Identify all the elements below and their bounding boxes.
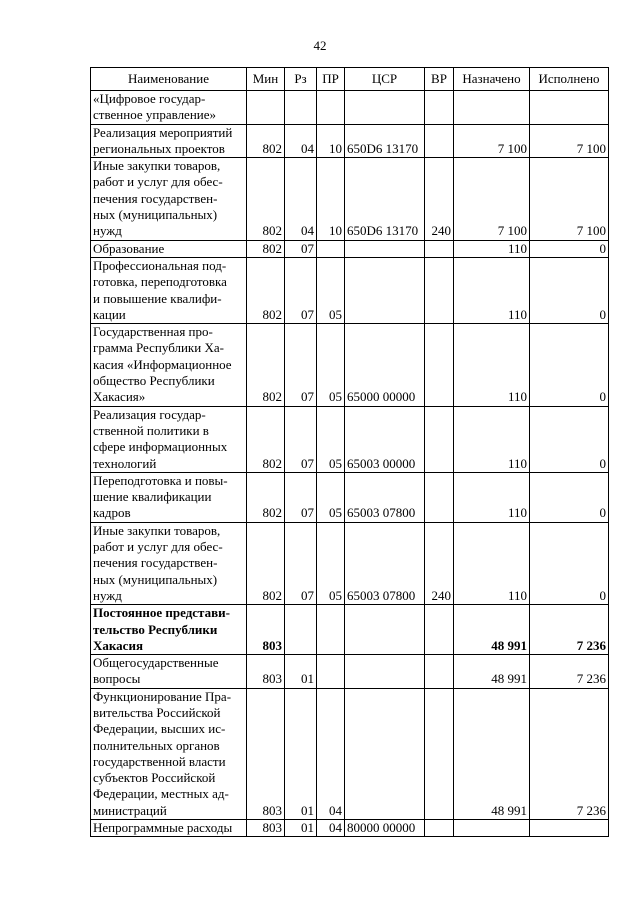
table-row xyxy=(91,605,609,655)
cell-min: 803 xyxy=(247,820,285,837)
cell-assigned xyxy=(454,820,530,837)
header-name: Наименование xyxy=(91,68,247,91)
table-row xyxy=(91,406,609,472)
cell-assigned: 110 xyxy=(454,240,530,257)
cell-vr xyxy=(425,240,454,257)
cell-min xyxy=(247,91,285,125)
cell-vr xyxy=(425,406,454,472)
cell-min: 802 xyxy=(247,240,285,257)
cell-min: 803 xyxy=(247,688,285,819)
cell-min: 802 xyxy=(247,257,285,323)
header-pr: ПР xyxy=(317,68,345,91)
cell-pr: 04 xyxy=(317,688,345,819)
table-row xyxy=(91,688,609,819)
cell-assigned: 7 100 xyxy=(454,124,530,158)
cell-vr xyxy=(425,820,454,837)
cell-name: Иные закупки товаров, работ и услуг для обес- печения государствен- ных (муниципальных) нужд xyxy=(91,522,247,604)
cell-name: Переподготовка и повы- шение квалификации кадров xyxy=(91,472,247,522)
cell-vr xyxy=(425,688,454,819)
cell-rz: 07 xyxy=(285,324,317,406)
cell-name: Непрограммные расходы xyxy=(91,820,247,837)
cell-csr: 80000 00000 xyxy=(345,820,425,837)
cell-vr xyxy=(425,124,454,158)
cell-vr xyxy=(425,91,454,125)
cell-vr xyxy=(425,655,454,689)
cell-executed: 0 xyxy=(530,240,609,257)
table-row xyxy=(91,124,609,158)
cell-executed xyxy=(530,820,609,837)
cell-csr: 65003 07800 xyxy=(345,522,425,604)
cell-assigned: 48 991 xyxy=(454,655,530,689)
header-min: Мин xyxy=(247,68,285,91)
cell-executed: 0 xyxy=(530,257,609,323)
cell-name: Общегосударственные вопросы xyxy=(91,655,247,689)
cell-vr: 240 xyxy=(425,522,454,604)
cell-executed: 0 xyxy=(530,324,609,406)
cell-executed: 7 100 xyxy=(530,124,609,158)
cell-csr: 65003 07800 xyxy=(345,472,425,522)
cell-csr xyxy=(345,688,425,819)
cell-min: 802 xyxy=(247,472,285,522)
cell-rz: 07 xyxy=(285,472,317,522)
table-row xyxy=(91,655,609,689)
header-csr: ЦСР xyxy=(345,68,425,91)
cell-name: «Цифровое государ- ственное управление» xyxy=(91,91,247,125)
cell-executed: 7 236 xyxy=(530,605,609,655)
budget-table xyxy=(90,67,609,837)
cell-pr: 05 xyxy=(317,324,345,406)
table-row xyxy=(91,522,609,604)
table-row xyxy=(91,820,609,837)
cell-assigned: 48 991 xyxy=(454,605,530,655)
cell-rz: 01 xyxy=(285,688,317,819)
cell-csr: 65003 00000 xyxy=(345,406,425,472)
page-number: 42 xyxy=(313,38,327,53)
table-row xyxy=(91,240,609,257)
cell-vr xyxy=(425,324,454,406)
cell-pr xyxy=(317,240,345,257)
cell-csr xyxy=(345,655,425,689)
cell-assigned: 48 991 xyxy=(454,688,530,819)
header-executed: Исполнено xyxy=(530,68,609,91)
cell-rz: 07 xyxy=(285,240,317,257)
cell-csr xyxy=(345,240,425,257)
cell-name: Государственная про- грамма Республики Ха- касия «Информационное общество Республики Хакасия» xyxy=(91,324,247,406)
cell-vr: 240 xyxy=(425,158,454,240)
cell-rz: 07 xyxy=(285,406,317,472)
cell-executed: 7 236 xyxy=(530,655,609,689)
cell-name: Функционирование Пра- вительства Российской Федерации, высших ис- полнительных органов государственной власти субъектов Российской Федерации, местных ад- министраций xyxy=(91,688,247,819)
cell-pr: 04 xyxy=(317,820,345,837)
cell-name: Иные закупки товаров, работ и услуг для обес- печения государствен- ных (муниципальных) нужд xyxy=(91,158,247,240)
cell-min: 802 xyxy=(247,522,285,604)
cell-assigned: 110 xyxy=(454,472,530,522)
cell-executed: 7 236 xyxy=(530,688,609,819)
header-assigned: Назначено xyxy=(454,68,530,91)
cell-name: Образование xyxy=(91,240,247,257)
cell-name: Реализация мероприятий региональных проектов xyxy=(91,124,247,158)
cell-assigned: 110 xyxy=(454,324,530,406)
table-row xyxy=(91,257,609,323)
cell-executed: 0 xyxy=(530,472,609,522)
cell-min: 803 xyxy=(247,605,285,655)
cell-pr: 10 xyxy=(317,158,345,240)
cell-rz: 04 xyxy=(285,158,317,240)
cell-rz: 07 xyxy=(285,522,317,604)
cell-pr: 05 xyxy=(317,472,345,522)
table-row xyxy=(91,158,609,240)
cell-csr xyxy=(345,257,425,323)
cell-assigned: 7 100 xyxy=(454,158,530,240)
header-rz: Рз xyxy=(285,68,317,91)
cell-assigned: 110 xyxy=(454,406,530,472)
cell-name: Реализация государ- ственной политики в сфере информационных технологий xyxy=(91,406,247,472)
header-vr: ВР xyxy=(425,68,454,91)
cell-executed xyxy=(530,91,609,125)
cell-pr: 10 xyxy=(317,124,345,158)
cell-rz: 07 xyxy=(285,257,317,323)
table-row xyxy=(91,324,609,406)
cell-assigned: 110 xyxy=(454,257,530,323)
cell-min: 802 xyxy=(247,158,285,240)
cell-rz: 01 xyxy=(285,820,317,837)
cell-min: 802 xyxy=(247,406,285,472)
cell-csr: 65000 00000 xyxy=(345,324,425,406)
cell-csr xyxy=(345,91,425,125)
cell-vr xyxy=(425,605,454,655)
cell-pr xyxy=(317,605,345,655)
cell-pr xyxy=(317,655,345,689)
cell-rz: 01 xyxy=(285,655,317,689)
cell-executed: 0 xyxy=(530,406,609,472)
table-header-row xyxy=(91,68,609,91)
cell-min: 802 xyxy=(247,324,285,406)
table-row xyxy=(91,472,609,522)
table-row xyxy=(91,91,609,125)
cell-min: 803 xyxy=(247,655,285,689)
cell-assigned xyxy=(454,91,530,125)
cell-csr: 650D6 13170 xyxy=(345,124,425,158)
cell-min: 802 xyxy=(247,124,285,158)
cell-vr xyxy=(425,257,454,323)
cell-rz xyxy=(285,91,317,125)
cell-executed: 0 xyxy=(530,522,609,604)
cell-rz xyxy=(285,605,317,655)
cell-pr: 05 xyxy=(317,257,345,323)
cell-name: Профессиональная под- готовка, переподготовка и повышение квалифи- кации xyxy=(91,257,247,323)
cell-csr: 650D6 13170 xyxy=(345,158,425,240)
table-body xyxy=(91,91,609,837)
cell-assigned: 110 xyxy=(454,522,530,604)
cell-pr xyxy=(317,91,345,125)
cell-csr xyxy=(345,605,425,655)
cell-rz: 04 xyxy=(285,124,317,158)
cell-name: Постоянное представи- тельство Республики Хакасия xyxy=(91,605,247,655)
cell-executed: 7 100 xyxy=(530,158,609,240)
cell-vr xyxy=(425,472,454,522)
cell-pr: 05 xyxy=(317,406,345,472)
cell-pr: 05 xyxy=(317,522,345,604)
